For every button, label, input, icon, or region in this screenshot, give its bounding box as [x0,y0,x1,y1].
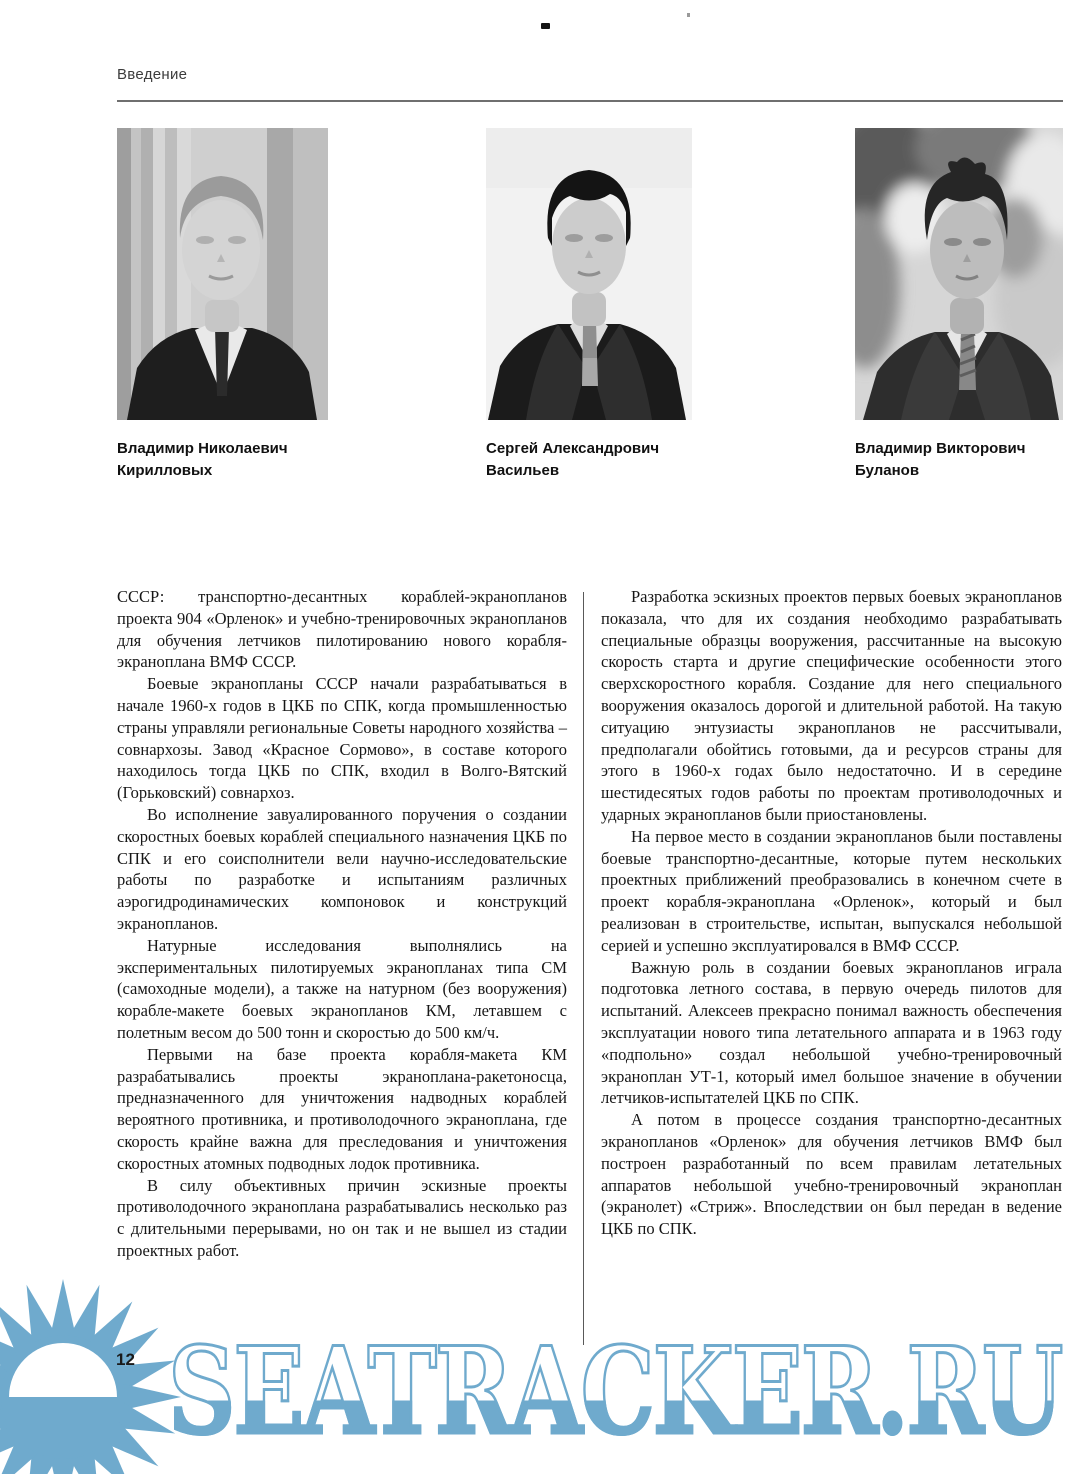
portrait-illustration [117,128,328,420]
portrait-caption-2 [486,438,726,482]
text-column-right [601,586,1062,1240]
caption-line: Буланов [855,462,920,479]
sun-logo-icon [0,1267,193,1474]
caption-line: Сергей Александрович [486,440,660,457]
caption-line: Владимир Николаевич [117,440,288,457]
paragraph: А потом в процессе создания транспортно-десантных экранопланов «Орленок» для обучения летчиков ВМФ был построен разработанный по всем правилам летательных аппаратов небольшой учебно-тренировочный экраноплан (экранолет) «Стриж». Впоследствии он был передан в ведение ЦКБ по СПК. [601,1110,1062,1239]
caption-line: Владимир Викторович [855,440,1026,457]
paragraph: В силу объективных причин эскизные проекты противолодочного экраноплана разрабатывались несколько раз с длительными перерывами, но он так и не вышел из стадии проектных работ. [117,1175,567,1260]
portrait-illustration [486,128,692,420]
portrait-caption-3 [855,438,1080,482]
column-divider [583,592,584,1345]
watermark-text: SEATRACKER.RU [168,1321,1062,1462]
paragraph: На первое место в создании экранопланов были поставлены боевые транспортно-десантные, которые путем нескольких проектных приближений преобразовались в конечном счете в проект корабля-экраноплана «Орленок», который и был реализован в строительстве, испытан, выпускался небольшой серией и успешно эксплуатировался в ВМФ СССР. [601,826,1062,955]
paragraph: Натурные исследования выполнялись на экспериментальных пилотируемых экранопланах типа СМ (самоходные модели), а также на натурном (без вооружения) корабле-макете боевых экранопланов КМ, летавшем с полетным весом до 500 тонн и скоростью до 500 км/ч. [117,935,567,1042]
portrait-illustration [855,128,1063,420]
page-header: Введение [117,66,188,83]
paragraph: Первыми на базе проекта корабля-макета КМ разрабатывались проекты экраноплана-ракетоносца, предназначенного для уничтожения надводных кораблей вероятного противника, и противолодочного экраноплана, где скорость крайне важна для преследования и уничтожения скоростных атомных подводных лодок противника. [117,1044,567,1173]
scan-artifact [687,13,690,17]
paragraph: Во исполнение завуалированного поручения о создании скоростных боевых кораблей специального назначения ЦКБ по СПК и его соисполнители вели научно-исследовательские работы по разработке и испытаниям различных аэрогидродинамических компоновок и конструкций экранопланов. [117,804,567,933]
scan-artifact [541,23,550,29]
header-rule [117,100,1063,102]
paragraph: СССР: транспортно-десантных кораблей-экранопланов проекта 904 «Орленок» и учебно-тренировочных экранопланов для обучения летчиков пилотированию нового корабля-экраноплана ВМФ СССР. [117,587,567,672]
caption-line: Васильев [486,462,560,479]
portrait-photo-vasilev [486,128,692,420]
paragraph: Боевые экранопланы СССР начали разрабатываться в начале 1960-х годов в ЦКБ по СПК, когда промышленностью страны управляли региональные Советы народного хозяйства – совнархозы. Завод «Красное Сормово», в составе которого находилось тогда ЦКБ по СПК, входил в Волго-Вятский (Горьковский) совнархоз. [117,674,567,803]
text-column-left [117,586,567,1262]
page-number: 12 [116,1350,135,1369]
paragraph: Важную роль в создании боевых экранопланов играла подготовка летного состава, в первую очередь пилотов для испытаний. Алексеев прекрасно понимал важность обеспечения эксплуатации нового типа летательного аппарата и в 1963 году «подпольно» создал небольшой учебно-тренировочный экраноплан УТ-1, который имел большое значение в обучении летчиков-испытателей ЦКБ по СПК. [601,957,1062,1108]
caption-line: Кирилловых [117,462,213,479]
paragraph: Разработка эскизных проектов первых боевых экранопланов показала, что для их создания необходимо разрабатывать специальные образцы вооружения, рассчитанные на высокую скорость старта и другие специфические особенности этого сверхскоростного корабля. Создание для него специального вооружения оказалось дорогой и длительной работой. На такую ситуацию энтузиасты экранопланов не рассчитывали, предполагали обойтись готовыми, да и ресурсов страны для этого в 1960-х годах было недостаточно. И в середине шестидесятых годов работы по проектам противолодочных и ударных экранопланов были приостановлены. [601,587,1062,824]
portrait-photo-kirillovykh [117,128,328,420]
portrait-photo-bulanov [855,128,1063,420]
portrait-caption-1 [117,438,357,482]
